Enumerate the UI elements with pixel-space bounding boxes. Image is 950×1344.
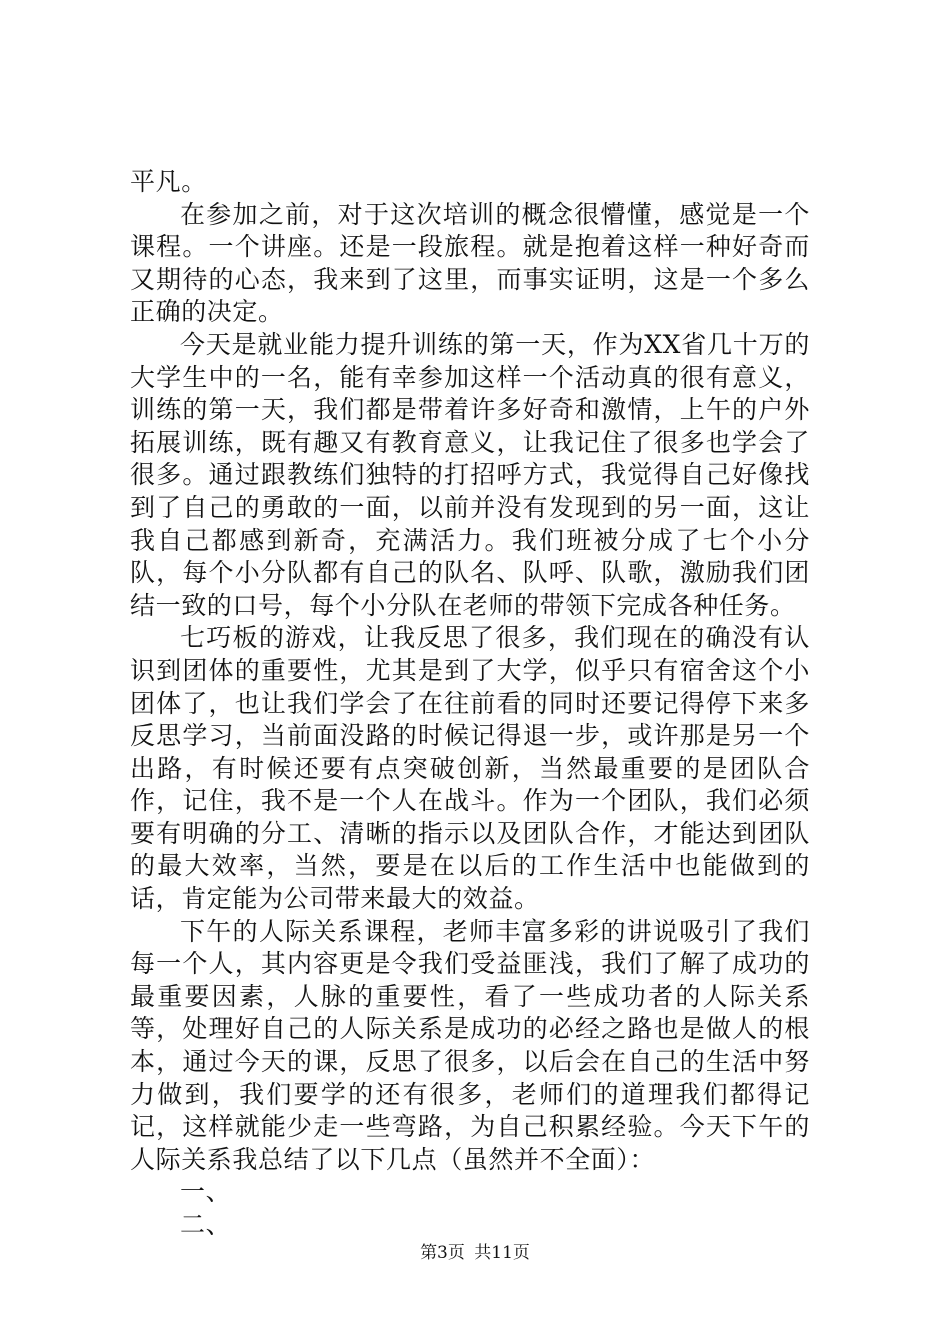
paragraph: 七巧板的游戏，让我反思了很多，我们现在的确没有认识到团体的重要性，尤其是到了大学，似乎只有宿舍这个小团体了，也让我们学会了在往前看的同时还要记得停下来多反思学习，当前面没路的时候记得退一步，或许那是另一个出路，有时候还要有点突破创新，当然最重要的是团队合作，记住，我不是一个人在战斗。作为一个团队，我们必须要有明确的分工、清晰的指示以及团队合作，才能达到团队的最大效率，当然，要是在以后的工作生活中也能做到的话，肯定能为公司带来最大的效益。 xyxy=(130,623,810,914)
document-body xyxy=(130,166,810,1242)
page-footer xyxy=(0,1242,950,1264)
page-total: 共11页 xyxy=(474,1243,530,1263)
list-item: 二、 xyxy=(180,1210,232,1239)
paragraph: 平凡。 xyxy=(130,167,207,196)
paragraph: 下午的人际关系课程，老师丰富多彩的讲说吸引了我们每一个人，其内容更是令我们受益匪浅，我们了解了成功的最重要因素，人脉的重要性，看了一些成功者的人际关系等，处理好自己的人际关系是成功的必经之路也是做人的根本，通过今天的课，反思了很多，以后会在自己的生活中努力做到，我们要学的还有很多，老师们的道理我们都得记记，这样就能少走一些弯路，为自己积累经验。今天下午的人际关系我总结了以下几点（虽然并不全面）： xyxy=(130,916,810,1174)
page-number: 第3页 xyxy=(420,1243,465,1263)
paragraph: 在参加之前，对于这次培训的概念很懵懂，感觉是一个课程。一个讲座。还是一段旅程。就是抱着这样一种好奇而又期待的心态，我来到了这里，而事实证明，这是一个多么正确的决定。 xyxy=(130,199,810,327)
paragraph: 今天是就业能力提升训练的第一天，作为XX省几十万的大学生中的一名，能有幸参加这样一个活动真的很有意义，训练的第一天，我们都是带着许多好奇和激情，上午的户外拓展训练，既有趣又有教育意义，让我记住了很多也学会了很多。通过跟教练们独特的打招呼方式，我觉得自己好像找到了自己的勇敢的一面，以前并没有发现到的另一面，这让我自己都感到新奇，充满活力。我们班被分成了七个小分队，每个小分队都有自己的队名、队呼、队歌，激励我们团结一致的口号，每个小分队在老师的带领下完成各种任务。 xyxy=(130,329,810,620)
list-item: 一、 xyxy=(180,1177,232,1207)
